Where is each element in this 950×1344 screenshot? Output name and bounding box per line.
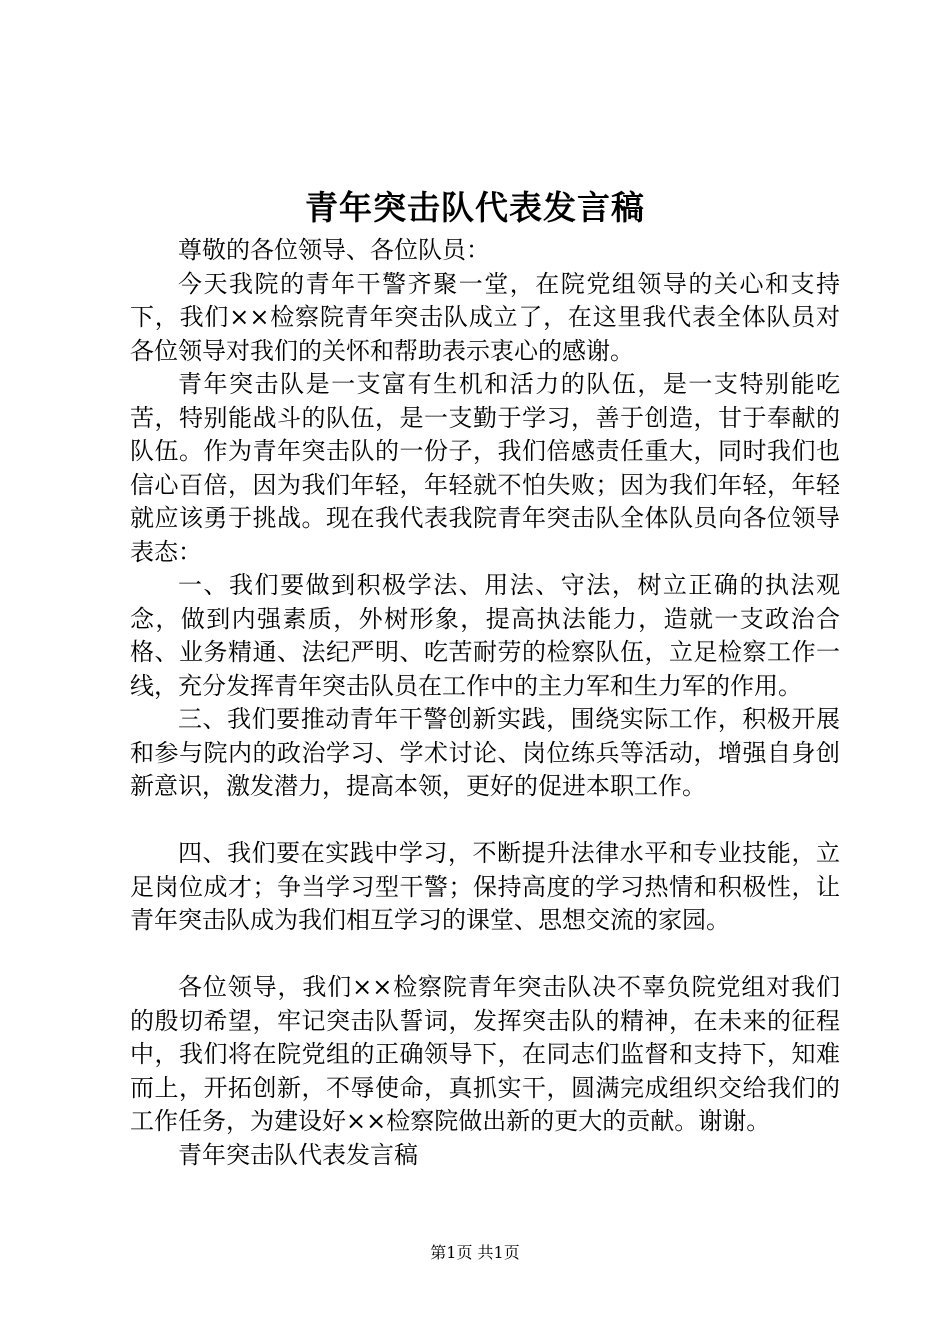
- page-number-footer: 第1页 共1页: [430, 1243, 520, 1262]
- body-paragraph: 青年突击队是一支富有生机和活力的队伍，是一支特别能吃苦，特别能战斗的队伍，是一支勤于学习，善于创造，甘于奉献的队伍。作为青年突击队的一份子，我们倍感责任重大，同时我们也信心百倍，因为我们年轻，年轻就不怕失败；因为我们年轻，年轻就应该勇于挑战。现在我代表我院青年突击队全体队员向各位领导表态：: [130, 370, 840, 566]
- salutation-paragraph: 尊敬的各位领导、各位队员：: [178, 236, 490, 264]
- body-paragraph: 今天我院的青年干警齐聚一堂，在院党组领导的关心和支持下，我们××检察院青年突击队成立了，在这里我代表全体队员对各位领导对我们的关怀和帮助表示衷心的感谢。: [130, 269, 840, 365]
- document-title: 青年突击队代表发言稿: [305, 188, 645, 227]
- body-paragraph: 三、我们要推动青年干警创新实践，围绕实际工作，积极开展和参与院内的政治学习、学术讨论、岗位练兵等活动，增强自身创新意识，激发潜力，提高本领，更好的促进本职工作。: [130, 705, 840, 800]
- body-paragraph: 各位领导，我们××检察院青年突击队决不辜负院党组对我们的殷切希望，牢记突击队誓词，发挥突击队的精神，在未来的征程中，我们将在院党组的正确领导下，在同志们监督和支持下，知难而上，开拓创新，不辱使命，真抓实干，圆满完成组织交给我们的工作任务，为建设好××检察院做出新的更大的贡献。谢谢。: [130, 973, 840, 1135]
- document-body: [130, 234, 840, 1172]
- body-paragraph: 四、我们要在实践中学习，不断提升法律水平和专业技能，立足岗位成才；争当学习型干警；保持高度的学习热情和积极性，让青年突击队成为我们相互学习的课堂、思想交流的家园。: [130, 839, 840, 934]
- body-paragraph: 一、我们要做到积极学法、用法、守法，树立正确的执法观念，做到内强素质，外树形象，提高执法能力，造就一支政治合格、业务精通、法纪严明、吃苦耐劳的检察队伍，立足检察工作一线，充分发挥青年突击队员在工作中的主力军和生力军的作用。: [130, 571, 840, 700]
- closing-title-line: 青年突击队代表发言稿: [178, 1140, 418, 1169]
